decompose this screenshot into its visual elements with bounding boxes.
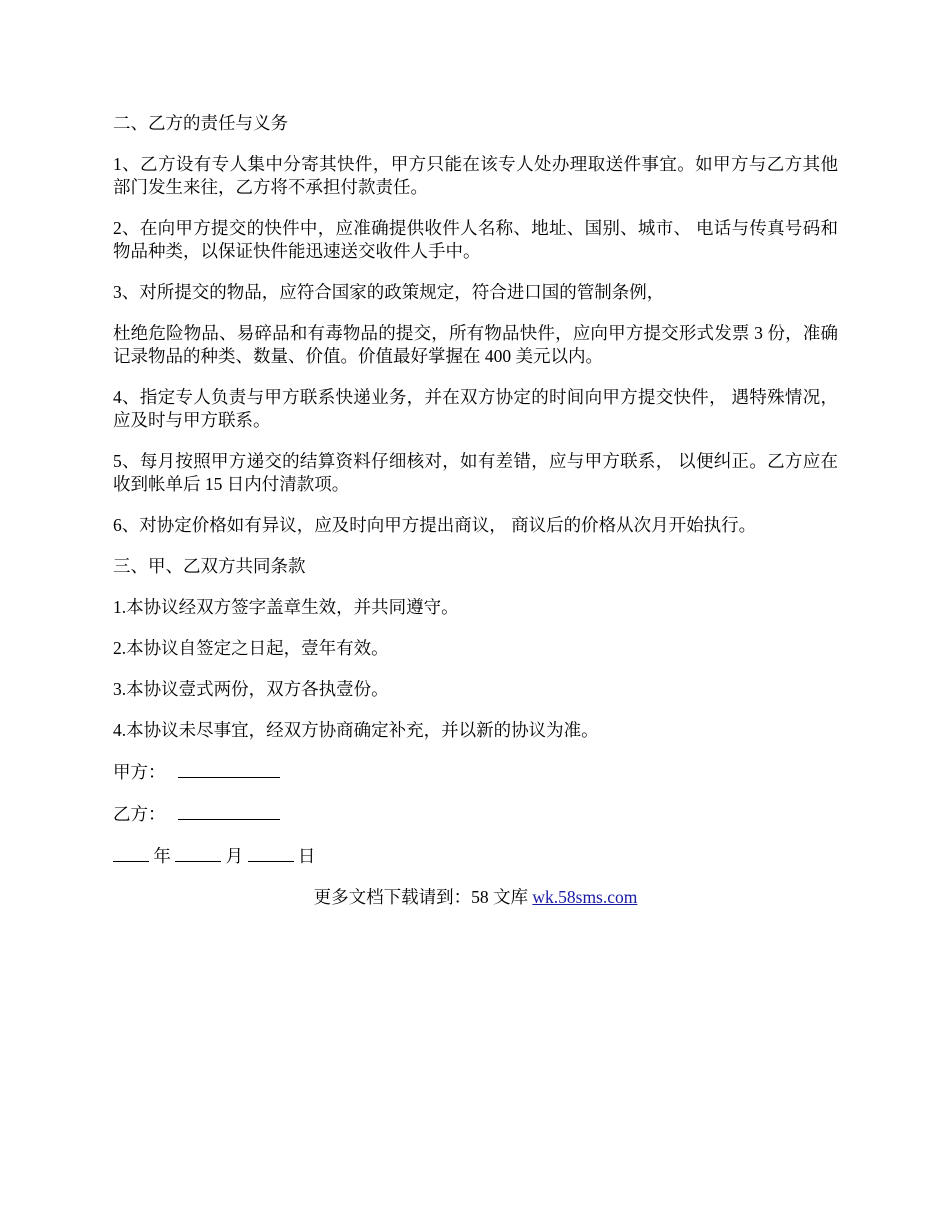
day-label: 日: [297, 846, 316, 866]
clause-paragraph: 1、乙方设有专人集中分寄其快件，甲方只能在该专人处办理取送件事宜。如甲方与乙方其他部门发生来往，乙方将不承担付款责任。: [113, 154, 838, 197]
footer-text: 更多文档下载请到：58 文库: [313, 887, 533, 907]
party-b-signature-line: [178, 802, 280, 820]
clause-paragraph: 4、指定专人负责与甲方联系快递业务，并在双方协定的时间向甲方提交快件， 遇特殊情况，应及时与甲方联系。: [113, 387, 838, 430]
clause-paragraph: 杜绝危险物品、易碎品和有毒物品的提交，所有物品快件，应向甲方提交形式发票 3 份，准确记录物品的种类、数量、价值。价值最好掌握在 400 美元以内。: [113, 323, 838, 366]
common-clause: 4.本协议未尽事宜，经双方协商确定补充，并以新的协议为准。: [113, 720, 599, 740]
date-line: [113, 844, 838, 868]
common-clause: 2.本协议自签定之日起，壹年有效。: [113, 638, 389, 658]
month-blank: [175, 844, 221, 862]
year-blank: [113, 844, 149, 862]
download-footer: [113, 886, 838, 909]
section-heading-2: 二、乙方的责任与义务: [113, 113, 288, 133]
party-a-signature: [113, 760, 838, 784]
common-clause: 3.本协议壹式两份，双方各执壹份。: [113, 679, 389, 699]
common-clause: 1.本协议经双方签字盖章生效，并共同遵守。: [113, 597, 459, 617]
month-label: 月: [225, 846, 244, 866]
party-a-label: 甲方：: [113, 762, 166, 782]
year-label: 年: [153, 846, 171, 866]
document-page: [113, 112, 838, 909]
party-a-signature-line: [178, 760, 280, 778]
footer-link[interactable]: wk.58sms.com: [532, 887, 638, 907]
clause-paragraph: 2、在向甲方提交的快件中，应准确提供收件人名称、地址、国别、城市、 电话与传真号码和物品种类，以保证快件能迅速送交收件人手中。: [113, 218, 838, 261]
clause-paragraph: 5、每月按照甲方递交的结算资料仔细核对，如有差错，应与甲方联系， 以便纠正。乙方应在收到帐单后 15 日内付清款项。: [113, 451, 838, 494]
section-heading-3: 三、甲、乙双方共同条款: [113, 556, 306, 576]
party-b-label: 乙方：: [113, 804, 166, 824]
clause-paragraph: 3、对所提交的物品，应符合国家的政策规定，符合进口国的管制条例，: [113, 282, 665, 302]
party-b-signature: [113, 802, 838, 826]
day-blank: [248, 844, 294, 862]
clause-paragraph: 6、对协定价格如有异议，应及时向甲方提出商议， 商议后的价格从次月开始执行。: [113, 515, 757, 535]
